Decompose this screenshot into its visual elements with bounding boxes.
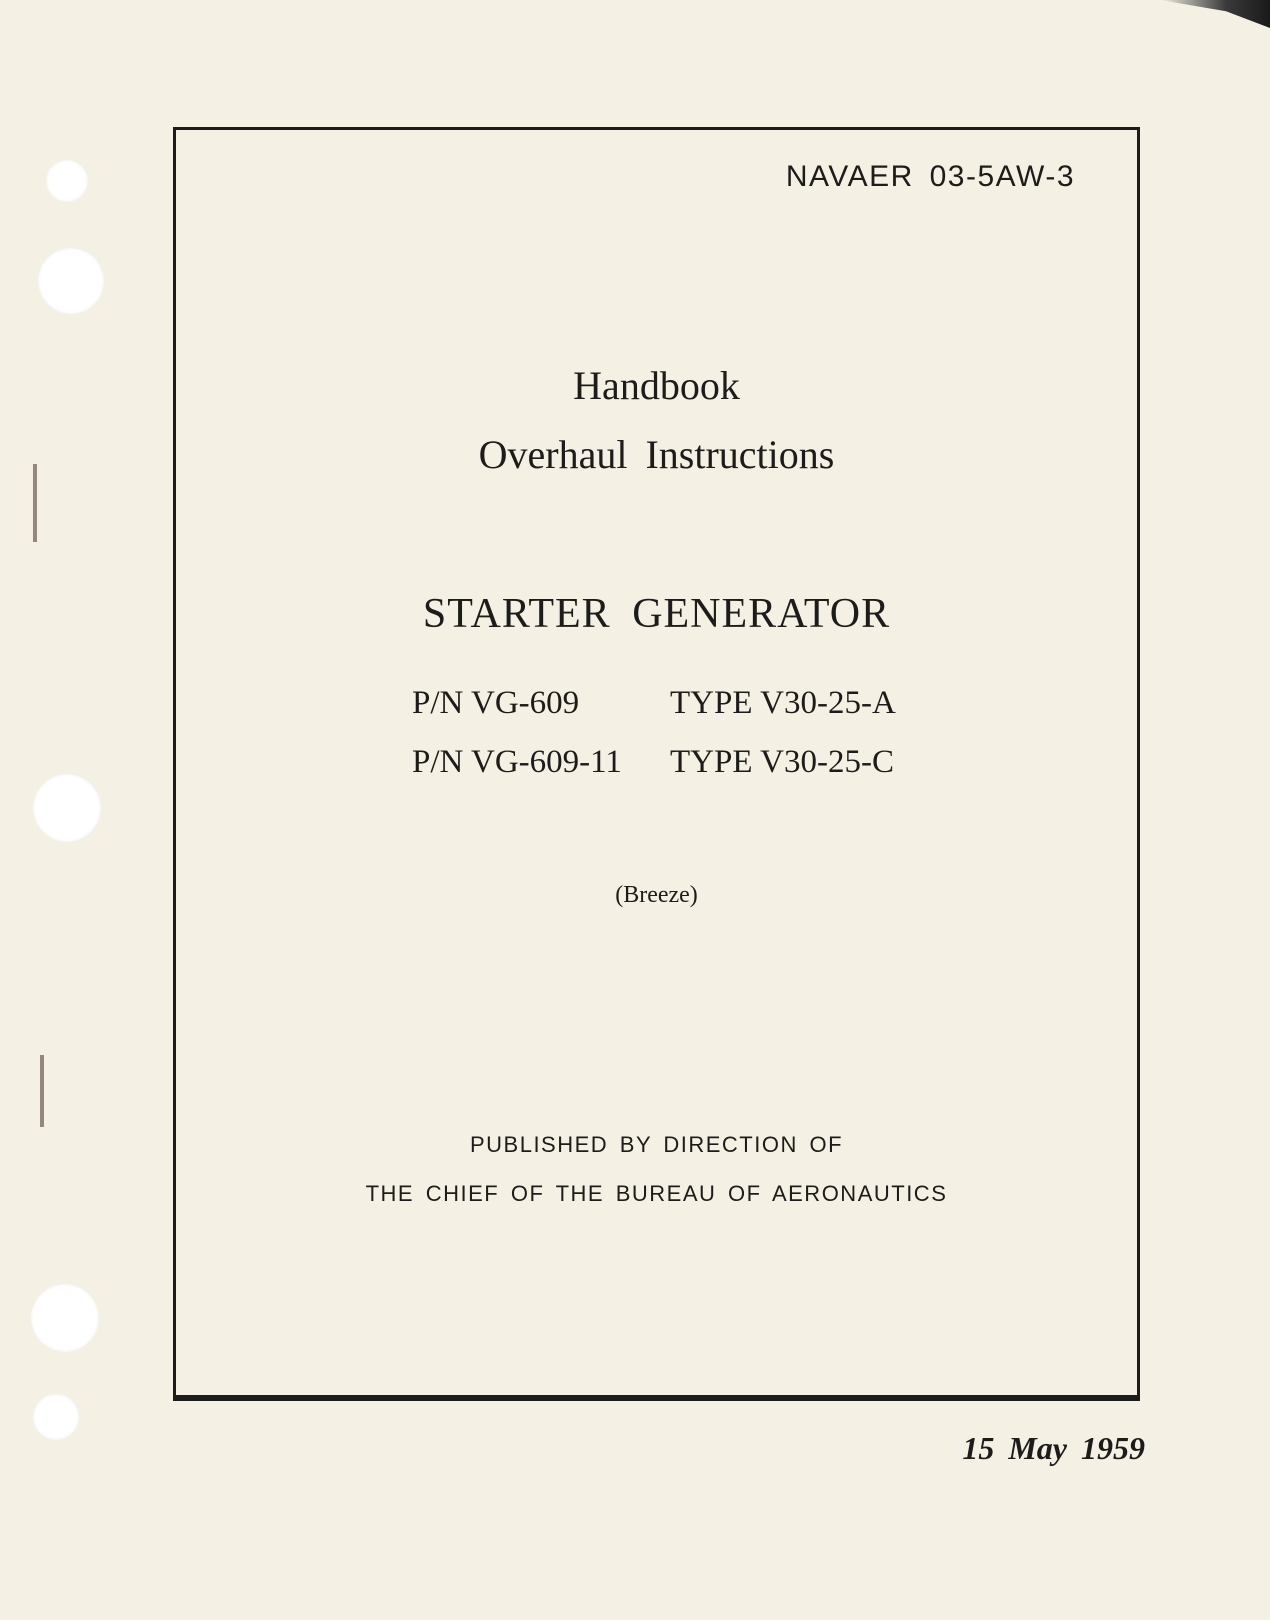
title-overhaul-instructions: Overhaul Instructions [478,432,835,477]
manufacturer: (Breeze) [615,882,698,908]
equipment-name: STARTER GENERATOR [422,591,891,637]
punch-hole [46,160,88,202]
punch-hole [31,1284,99,1352]
published-by-line: PUBLISHED BY DIRECTION OF [469,1132,844,1157]
part-type: TYPE V30-25-C [670,744,894,780]
part-type: TYPE V30-25-A [670,685,896,721]
title-frame [173,127,1140,1401]
punch-hole [38,248,104,314]
document-number: NAVAER 03-5AW-3 [785,160,1075,193]
part-number: P/N VG-609-11 [412,744,622,780]
page-corner-shadow [1160,0,1270,28]
punch-hole [33,1394,79,1440]
punch-hole [33,774,101,842]
published-authority-line: THE CHIEF OF THE BUREAU OF AERONAUTICS [365,1181,948,1206]
publication-date: 15 May 1959 [962,1430,1145,1466]
part-number: P/N VG-609 [412,685,580,721]
title-handbook: Handbook [573,363,740,408]
binding-mark [33,464,37,542]
binding-mark [40,1055,44,1127]
